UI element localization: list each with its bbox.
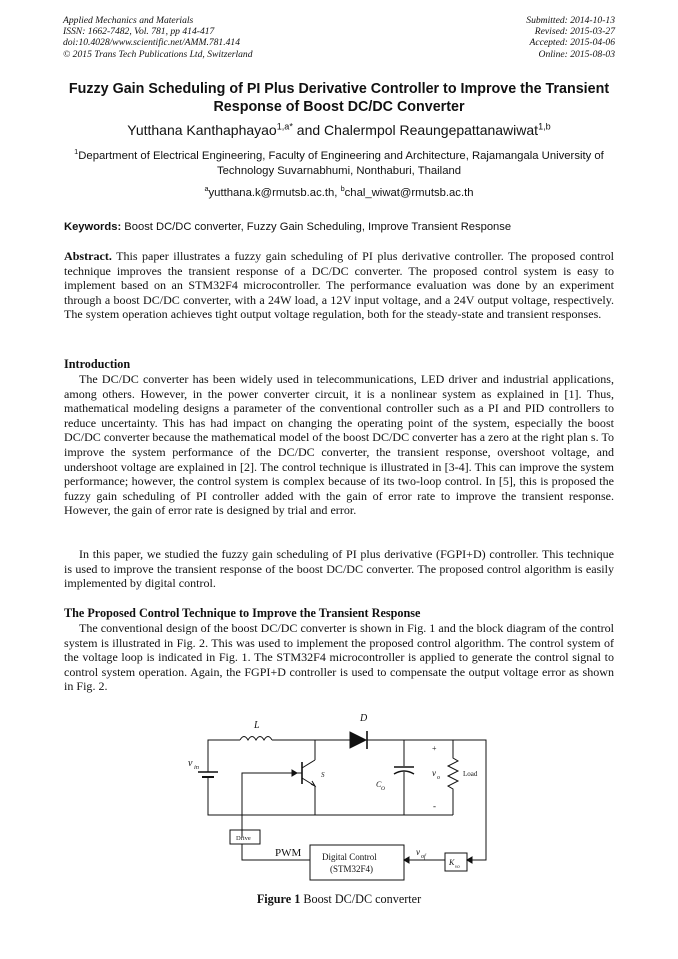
label-k-sub: vo	[455, 865, 460, 870]
label-capacitor: C	[376, 780, 382, 789]
email-a-mark: a	[204, 184, 209, 194]
diode	[350, 732, 366, 748]
date-accepted: Accepted: 2015-04-06	[529, 37, 615, 49]
inductor	[240, 737, 272, 741]
load-resistor	[448, 740, 458, 815]
wire-output-top	[367, 740, 486, 860]
keywords	[64, 221, 624, 233]
proposed-paragraph-1: The conventional design of the boost DC/DC converter is shown in Fig. 1 and the block diagram of the control system is illustrated in Fig. 2. This was used to implement the proposed control algorithm. The control system of the voltage loop is indicated in Fig. 1. The STM32F4 microcontroller is applied to generate the control signal to control system operation. Again, the FGPI+D controller is used to compensate the output voltage error as shown in Fig. 2.	[64, 621, 614, 694]
label-drive: Drive	[236, 835, 251, 842]
author-emails	[60, 184, 618, 199]
email-a: yutthana.k@rmutsb.ac.th,	[208, 187, 341, 199]
journal-copyright: © 2015 Trans Tech Publications Ltd, Switzerland	[63, 48, 253, 60]
label-stm32f4: (STM32F4)	[330, 864, 374, 874]
journal-info	[63, 15, 253, 60]
abstract-label: Abstract.	[64, 249, 112, 263]
submission-dates	[526, 15, 615, 60]
boost-converter-circuit	[180, 710, 500, 885]
paper-title: Fuzzy Gain Scheduling of PI Plus Derivative Controller to Improve the Transient Response of Boost DC/DC Converter	[68, 81, 610, 115]
label-minus: -	[433, 801, 436, 811]
label-vo: v	[432, 768, 436, 778]
affiliation-mark: 1	[74, 147, 79, 157]
introduction-paragraph-2: In this paper, we studied the fuzzy gain scheduling of PI plus derivative (FGPI+D) controller. This technique is used to improve the transient response of the boost DC/DC converter. The proposed control algorithm is easily implemented by digital control.	[64, 547, 614, 591]
figure-1-text: Boost DC/DC converter	[300, 892, 422, 906]
author-2-affil: 1,b	[538, 121, 551, 132]
affiliation	[60, 149, 618, 179]
label-vof-sub: of	[421, 854, 426, 860]
label-capacitor-sub: O	[381, 786, 385, 792]
author-2: Chalermpol Reaungepattanawiwat	[324, 122, 539, 138]
affiliation-text: Department of Electrical Engineering, Faculty of Engineering and Architecture, Rajamangala University of Technology Suvarnabhumi, Nonthaburi, Thailand	[78, 150, 604, 177]
label-load: Load	[463, 770, 478, 778]
label-vo-sub: o	[437, 775, 440, 781]
label-vof: v	[416, 847, 420, 857]
digital-control-block	[310, 845, 404, 880]
wire-ground-return	[208, 763, 453, 815]
author-and: and	[292, 122, 325, 138]
abstract	[64, 249, 614, 322]
email-b: chal_wiwat@rmutsb.ac.th	[344, 187, 474, 199]
label-switch: S	[321, 771, 325, 779]
journal-issn: ISSN: 1662-7482, Vol. 781, pp 414-417	[63, 26, 215, 38]
label-plus: +	[432, 744, 437, 753]
keywords-label: Keywords:	[64, 221, 122, 233]
figure-1-label: Figure 1	[256, 892, 301, 906]
journal-name: Applied Mechanics and Materials	[63, 15, 194, 26]
date-revised: Revised: 2015-03-27	[534, 26, 615, 38]
date-online: Online: 2015-08-03	[538, 48, 615, 60]
wire-input-top	[208, 740, 240, 763]
email-b-mark: b	[340, 184, 345, 194]
author-1-affil: 1,a*	[276, 121, 293, 132]
proposed-heading: The Proposed Control Technique to Improve the Transient Response	[64, 606, 421, 620]
label-digital-control: Digital Control	[322, 852, 377, 862]
figure-1-caption	[0, 892, 678, 907]
label-vin: v	[188, 758, 193, 769]
author-list	[40, 122, 638, 138]
keywords-text: Boost DC/DC converter, Fuzzy Gain Scheduling, Improve Transient Response	[121, 221, 512, 233]
label-pwm: PWM	[275, 847, 302, 859]
introduction-paragraph-1: The DC/DC converter has been widely used in telecommunications, LED driver and industrial applications, among others. However, in the power converter circuit, it is a nonlinear system as explained in [1]. Thus, mathematical modeling designs a parameter of the conventional controller such as a PI and PID controllers to reduce uncertainty. This has had impact on changing the operating point of the system, especially the boost DC/DC converter because the mathematical model of the boost DC/DC converter has a zero at the right plan s. To improve the system performance of the DC/DC converter, the transient response, overshoot voltage, and undershoot voltage are explained in [2]. The control technique is illustrated in [3-4]. This can improve the system performance; however, the control system is complex because of its two-loop control. In [5], this is proposed the fuzzy gain scheduling of PI controller added with the gain of error rate to improve the transient response. However, the gain of error rate is designed by trial and error.	[64, 372, 614, 518]
author-1: Yutthana Kanthaphayao	[127, 122, 277, 138]
introduction-heading: Introduction	[64, 357, 131, 371]
label-vin-sub: in	[194, 764, 200, 771]
abstract-text: This paper illustrates a fuzzy gain scheduling of PI plus derivative controller. The proposed control technique improves the transient response of a DC/DC converter. The proposed control system is easy to implement based on an STM32F4 microcontroller. The performance evaluation was done by an experiment through a boost DC/DC converter, with a 24W load, a 12V input voltage, and a 24V output voltage, respectively. The system operation achieves tight output voltage regulation, both for the steady-state and transient responses.	[64, 249, 614, 322]
label-inductor: L	[254, 720, 260, 731]
label-diode: D	[360, 713, 368, 724]
label-k: K	[449, 858, 455, 867]
journal-doi: doi:10.4028/www.scientific.net/AMM.781.414	[63, 37, 241, 49]
date-submitted: Submitted: 2014-10-13	[526, 15, 615, 26]
